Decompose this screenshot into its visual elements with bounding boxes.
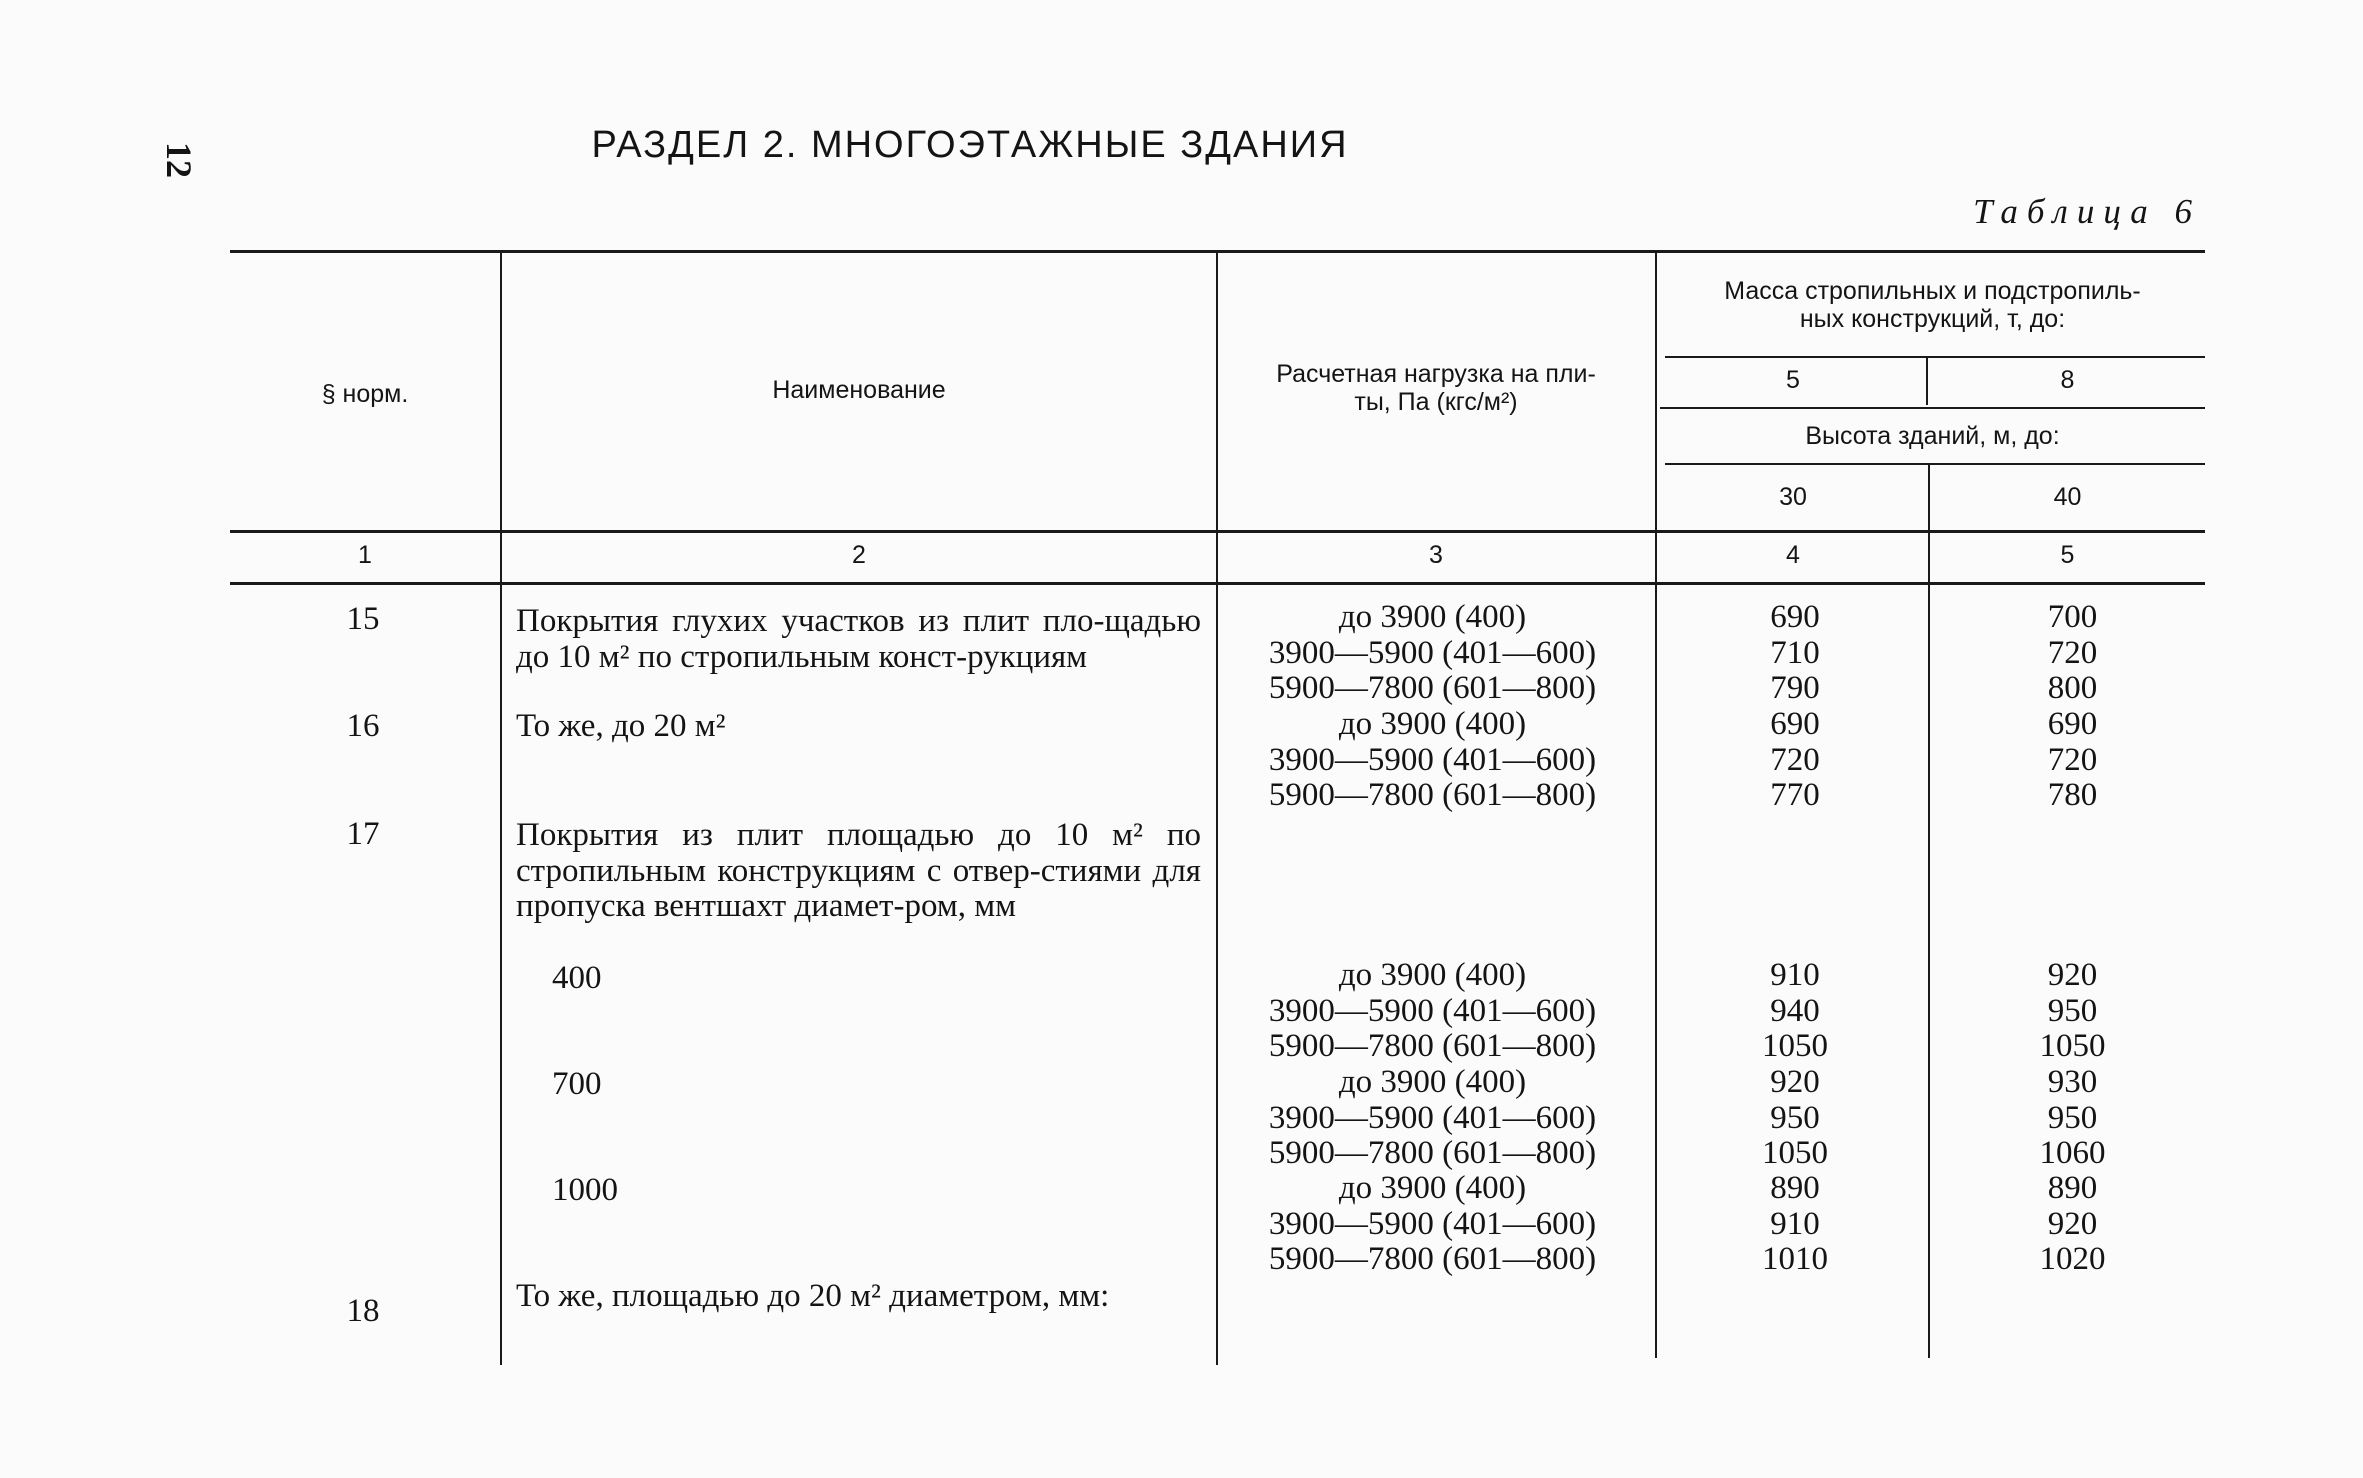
mass-value: 800 xyxy=(2047,670,2098,706)
load-value: до 3900 (400) xyxy=(1338,599,1527,635)
header-name: Наименование xyxy=(772,376,946,404)
mass-value: 1050 xyxy=(1762,1028,1828,1064)
row-norm: 18 xyxy=(346,1293,380,1329)
row-mass-8 xyxy=(1930,600,2215,707)
load-value: 3900—5900 (401—600) xyxy=(1268,1099,1597,1136)
mass-value: 890 xyxy=(1770,1170,1820,1206)
header-load-line1: Расчетная нагрузка на пли- xyxy=(1276,360,1596,388)
mass-value: 950 xyxy=(2047,1099,2098,1136)
row-mass-5 xyxy=(1655,958,1935,1065)
mass-value: 790 xyxy=(1770,670,1820,706)
col-number-3: 3 xyxy=(1429,541,1443,569)
mass-value: 780 xyxy=(2047,777,2098,813)
row-name: Покрытия из плит площадью до 10 м² по стропильным конструкциям с отвер-стиями для пропуска вентшахт диамет-ром, мм xyxy=(516,817,1201,924)
mass-value: 1050 xyxy=(1762,1135,1828,1171)
header-mass-line1: Масса стропильных и подстропиль- xyxy=(1724,277,2141,305)
mass-value: 700 xyxy=(2047,599,2098,635)
row-mass-8 xyxy=(1930,958,2215,1065)
row-load xyxy=(1215,958,1650,1065)
row-mass-8 xyxy=(1930,707,2215,814)
col-number-1: 1 xyxy=(358,541,372,569)
load-value: 3900—5900 (401—600) xyxy=(1268,992,1597,1029)
height-rule xyxy=(1665,463,2205,465)
header-mass-line2: ных конструкций, т, до: xyxy=(1799,305,2066,333)
header-norm: § норм. xyxy=(321,380,409,408)
row-name: Покрытия глухих участков из плит пло-щадью до 10 м² по стропильным конст-рукциям xyxy=(516,603,1201,675)
row-load xyxy=(1215,600,1650,707)
row-norm: 15 xyxy=(346,601,380,637)
section-title: РАЗДЕЛ 2. МНОГОЭТАЖНЫЕ ЗДАНИЯ xyxy=(591,124,1349,166)
load-value: до 3900 (400) xyxy=(1338,706,1527,742)
header-mass xyxy=(1660,277,2205,333)
load-value: 3900—5900 (401—600) xyxy=(1268,634,1597,671)
header-height: Высота зданий, м, до: xyxy=(1805,422,2060,450)
mass-value: 720 xyxy=(1770,741,1820,778)
mass-value: 930 xyxy=(2047,1064,2098,1100)
mass-value: 690 xyxy=(2047,706,2098,742)
load-value: 5900—7800 (601—800) xyxy=(1268,1241,1597,1277)
mass-value: 910 xyxy=(1770,1205,1820,1242)
mass-value: 920 xyxy=(1770,1064,1820,1100)
row-load xyxy=(1215,1171,1650,1278)
row-subitem: 1000 xyxy=(552,1172,618,1208)
mass-value: 910 xyxy=(1770,957,1820,993)
load-value: 5900—7800 (601—800) xyxy=(1268,777,1597,813)
header-mass-5: 5 xyxy=(1786,366,1800,394)
row-norm: 16 xyxy=(346,708,380,744)
col-number-2: 2 xyxy=(852,541,866,569)
load-value: 5900—7800 (601—800) xyxy=(1268,1135,1597,1171)
load-value: 5900—7800 (601—800) xyxy=(1268,670,1597,706)
col-number-5: 5 xyxy=(2060,541,2075,569)
load-value: до 3900 (400) xyxy=(1338,1064,1527,1100)
row-mass-5 xyxy=(1655,600,1935,707)
mass-values-rule xyxy=(1660,407,2205,409)
row-norm: 17 xyxy=(346,816,380,852)
row-mass-8 xyxy=(1930,1065,2215,1172)
load-value: до 3900 (400) xyxy=(1338,957,1527,993)
row-subitem: 400 xyxy=(552,960,602,996)
load-value: 3900—5900 (401—600) xyxy=(1268,741,1597,778)
row-mass-5 xyxy=(1655,707,1935,814)
mass-value: 710 xyxy=(1770,634,1820,671)
mass-value: 950 xyxy=(1770,1099,1820,1136)
row-name: То же, до 20 м² xyxy=(516,708,726,744)
row-subitem: 700 xyxy=(552,1066,602,1102)
page-number: 12 xyxy=(159,142,199,178)
col-number-4: 4 xyxy=(1786,541,1800,569)
row-mass-5 xyxy=(1655,1065,1935,1172)
row-mass-8 xyxy=(1930,1171,2215,1278)
header-load-line2: ты, Па (кгс/м²) xyxy=(1354,388,1518,416)
row-name: То же, площадью до 20 м² диаметром, мм: xyxy=(516,1278,1110,1314)
table-label: Таблица 6 xyxy=(1973,192,2201,231)
load-value: 3900—5900 (401—600) xyxy=(1268,1205,1597,1242)
mass-value: 1060 xyxy=(2039,1135,2106,1171)
header-load xyxy=(1220,360,1652,416)
mass-value: 920 xyxy=(2047,1205,2098,1242)
col-divider-4-top xyxy=(1926,358,1928,405)
mass-value: 940 xyxy=(1770,992,1820,1029)
row-load xyxy=(1215,1065,1650,1172)
header-mass-8: 8 xyxy=(2060,366,2075,394)
mass-value: 950 xyxy=(2047,992,2098,1029)
mass-value: 770 xyxy=(1770,777,1820,813)
header-height-30: 30 xyxy=(1779,483,1807,511)
mass-value: 890 xyxy=(2047,1170,2098,1206)
mass-value: 720 xyxy=(2047,634,2098,671)
mass-value: 1020 xyxy=(2039,1241,2106,1277)
load-value: до 3900 (400) xyxy=(1338,1170,1527,1206)
mass-value: 920 xyxy=(2047,957,2098,993)
header-height-40: 40 xyxy=(2053,483,2082,511)
mass-value: 690 xyxy=(1770,599,1820,635)
row-mass-5 xyxy=(1655,1171,1935,1278)
load-value: 5900—7800 (601—800) xyxy=(1268,1028,1597,1064)
mass-rule xyxy=(1665,356,2205,358)
mass-value: 690 xyxy=(1770,706,1820,742)
col-divider-1 xyxy=(500,253,502,1365)
mass-value: 1050 xyxy=(2039,1028,2106,1064)
mass-value: 1010 xyxy=(1762,1241,1828,1277)
row-load xyxy=(1215,707,1650,814)
mass-value: 720 xyxy=(2047,741,2098,778)
